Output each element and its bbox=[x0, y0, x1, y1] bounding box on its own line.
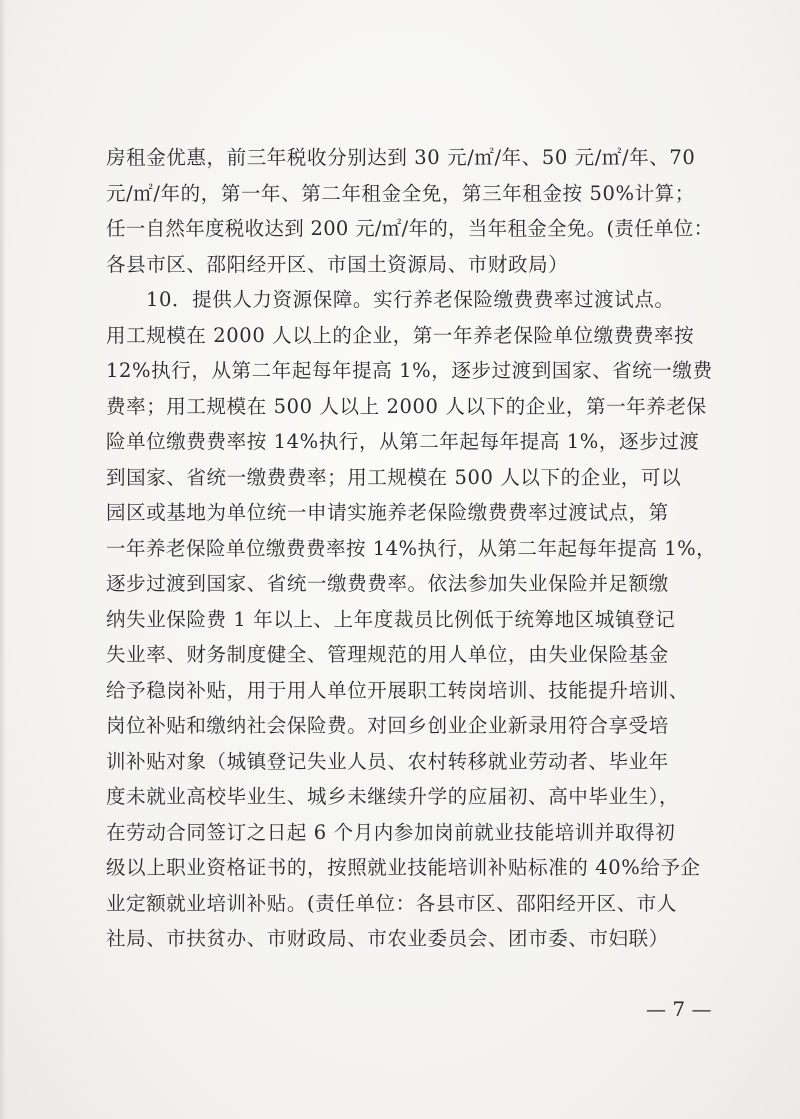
text-line: 各县市区、邵阳经开区、市国土资源局、市财政局） bbox=[106, 252, 569, 276]
text-line: 社局、市扶贫办、市财政局、市农业委员会、团市委、市妇联） bbox=[106, 927, 669, 950]
text-line: 到国家、省统一缴费费率；用工规模在 500 人以下的企业，可以 bbox=[106, 465, 682, 489]
text-line: 度未就业高校毕业生、城乡未继续升学的应届初、高中毕业生）， bbox=[106, 785, 680, 808]
text-line: 级以上职业资格证书的，按照就业技能培训补贴标准的 40%给予企 bbox=[106, 856, 701, 879]
text-line: 业定额就业培训补贴。(责任单位：各县市区、邵阳经开区、市人 bbox=[106, 891, 678, 915]
text-line: 失业率、财务制度健全、管理规范的用人单位，由失业保险基金 bbox=[106, 643, 669, 666]
text-line: 在劳动合同签订之日起 6 个月内参加岗前就业技能培训并取得初 bbox=[106, 820, 676, 844]
text-line: 岗位补贴和缴纳社会保险费。对回乡创业企业新录用符合享受培 bbox=[106, 714, 669, 737]
text-line: 房租金优惠，前三年税收分别达到 30 元/㎡/年、50 元/㎡/年、70 bbox=[106, 146, 696, 169]
text-line: 用工规模在 2000 人以上的企业，第一年养老保险单位缴费费率按 bbox=[106, 323, 695, 347]
text-line: 险单位缴费费率按 14%执行，从第二年起每年提高 1%，逐步过渡 bbox=[106, 430, 700, 453]
text-line: 给予稳岗补贴，用于用人单位开展职工转岗培训、技能提升培训、 bbox=[106, 678, 689, 702]
document-body bbox=[106, 140, 716, 957]
text-line: 园区或基地为单位统一申请实施养老保险缴费费率过渡试点，第 bbox=[106, 501, 669, 524]
text-line: 12%执行，从第二年起每年提高 1%，逐步过渡到国家、省统一缴费 bbox=[106, 359, 713, 382]
text-line: 逐步过渡到国家、省统一缴费费率。依法参加失业保险并足额缴 bbox=[106, 572, 669, 595]
text-line: 费率；用工规模在 500 人以上 2000 人以下的企业，第一年养老保 bbox=[106, 394, 707, 418]
text-line: 一年养老保险单位缴费费率按 14%执行，从第二年起每年提高 1%， bbox=[106, 536, 717, 560]
section-heading-line: 10．提供人力资源保障。实行养老保险缴费费率过渡试点。 bbox=[146, 288, 675, 311]
text-line: 元/㎡/年的，第一年、第二年租金全免，第三年租金按 50%计算； bbox=[106, 181, 695, 205]
text-line: 纳失业保险费 1 年以上、上年度裁员比例低于统筹地区城镇登记 bbox=[106, 607, 676, 631]
text-line: 训补贴对象（城镇登记失业人员、农村转移就业劳动者、毕业年 bbox=[106, 749, 669, 773]
page-edge-shadow bbox=[0, 0, 6, 1119]
page-number: — 7 — bbox=[646, 997, 712, 1021]
text-line: 任一自然年度税收达到 200 元/㎡/年的，当年租金全免。(责任单位： bbox=[106, 217, 714, 240]
